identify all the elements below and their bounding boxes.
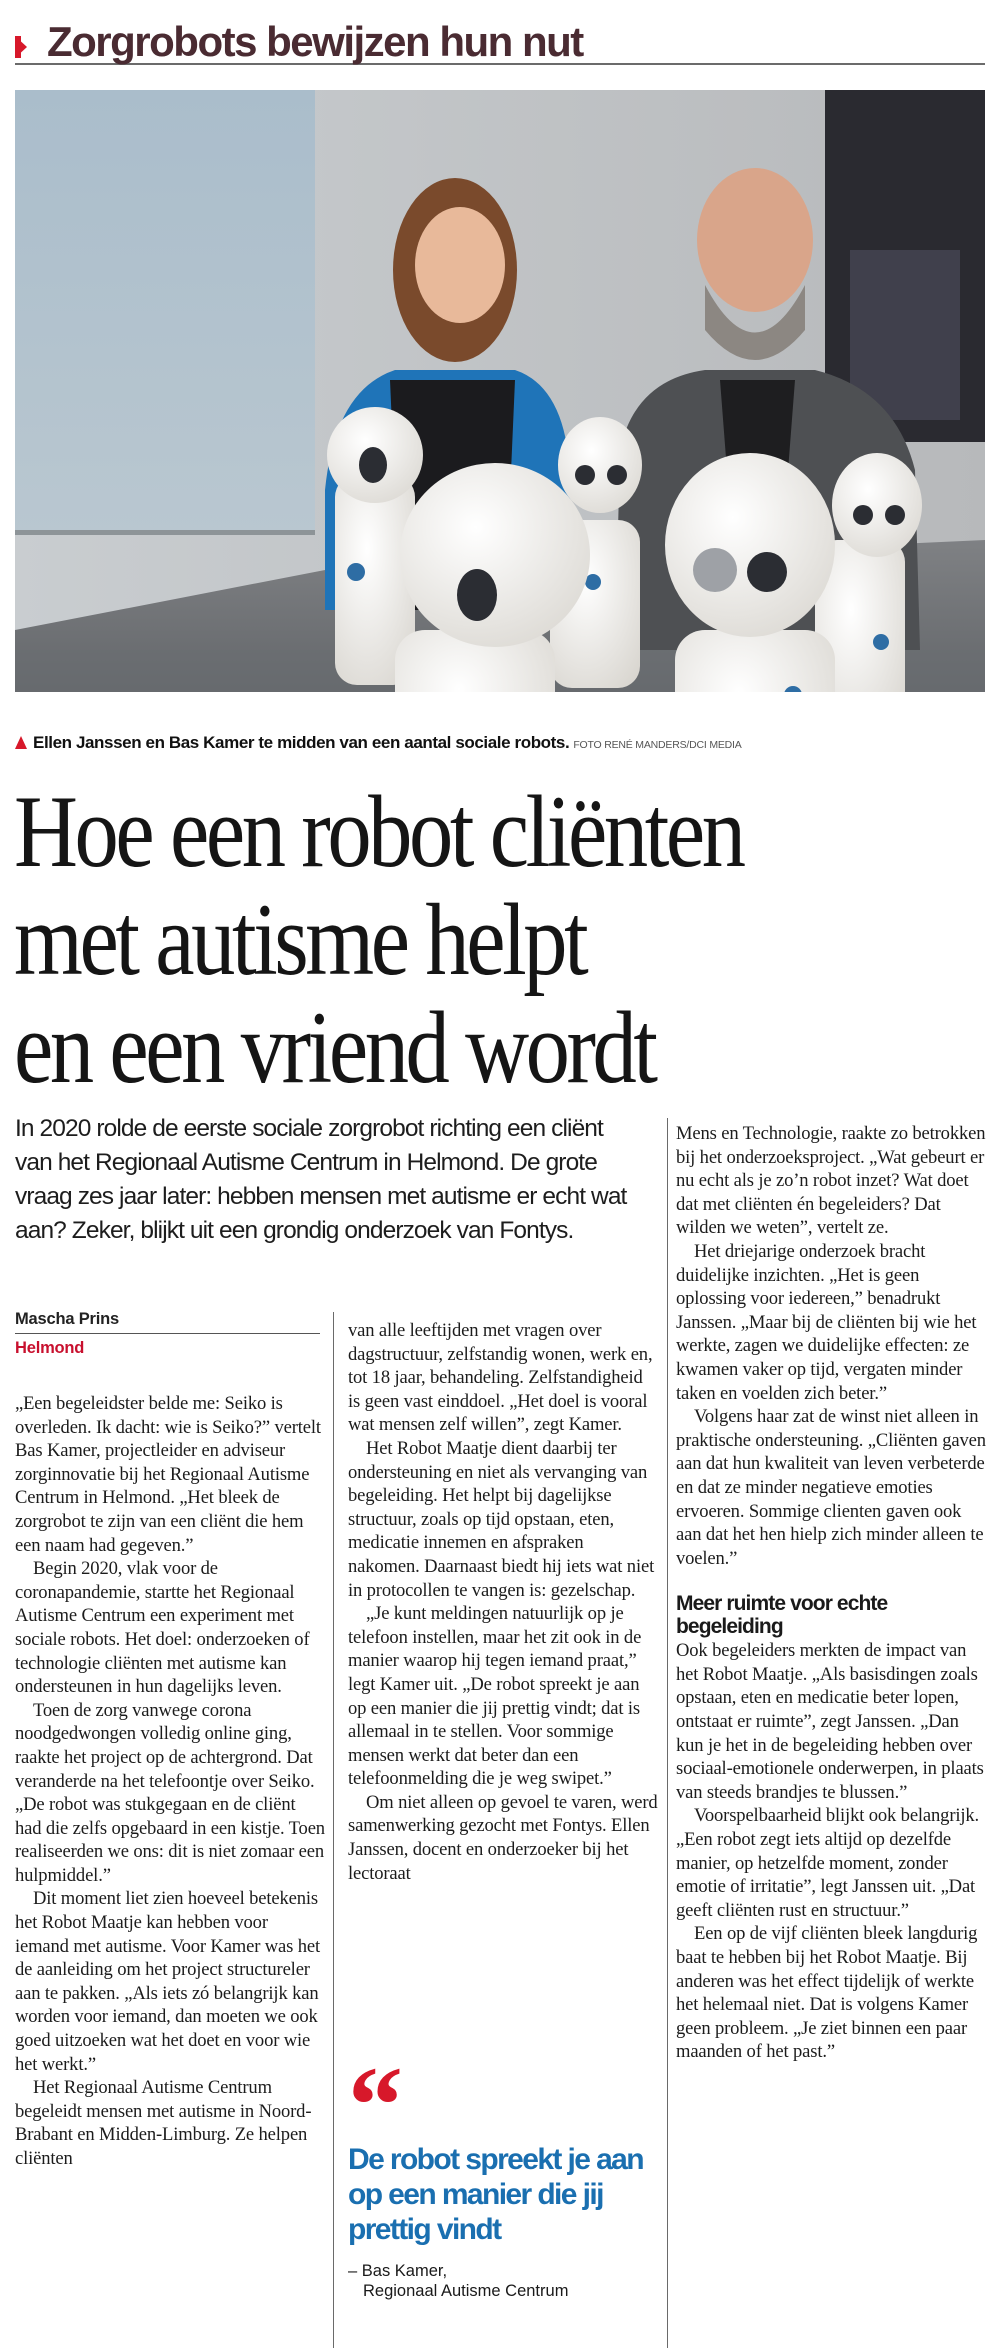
body-paragraph: van alle leeftijden met vragen over dagstructuur, zelfstandig wonen, werk en, tot 18 jaar, behandeling. Zelfstandigheid is geen vast einddoel. „Het doel is vooral wat mensen zelf willen”, zegt Kamer.	[348, 1320, 653, 1436]
photo-caption	[15, 733, 985, 759]
body-column-1	[15, 1392, 325, 2171]
pull-quote-organisation: Regionaal Autisme Centrum	[363, 2282, 569, 2300]
body-column-2	[348, 1319, 658, 1885]
headline-line: Hoe een robot cliënten	[14, 775, 743, 889]
body-paragraph: Mens en Technologie, raakte zo betrokken bij het onderzoeksproject. „Wat gebeurt er nu echt als je zo’n robot inzet? Wat doet dat met cliënten én begeleiders? Dat wilden we weten”, vertelt ze.	[676, 1123, 986, 1239]
robots-photo-illustration	[15, 90, 985, 692]
quote-mark-icon: “	[348, 2044, 397, 2166]
body-paragraph: Begin 2020, vlak voor de coronapandemie, startte het Regionaal Autisme Centrum een experiment met sociale robots. Het doel: onderzoeken of technologie cliënten met autisme kan ondersteunen in hun dagelijks leven.	[15, 1558, 310, 1698]
byline	[15, 1310, 320, 1358]
body-paragraph: Volgens haar zat de winst niet alleen in praktische ondersteuning. „Cliënten gaven aan dat hun kwaliteit van leven verbeterde en dat ze minder negatieve emoties ervoeren. Sommige clienten gaven ook aan dat het hen hielp zich minder alleen te voelen.”	[676, 1406, 986, 1569]
byline-author: Mascha Prins	[15, 1310, 320, 1334]
body-paragraph: Het Robot Maatje dient daarbij ter ondersteuning en niet als vervanging van begeleiding. Het helpt bij dagelijkse structuur, zoals op tijd opstaan, eten, medicatie innemen en afspraken nakomen. Daarnaast biedt hij iets wat niet in protocollen te vangen is: gezelschap.	[348, 1437, 655, 1601]
body-paragraph: „Je kunt meldingen natuurlijk op je telefoon instellen, maar het zit ook in de manier waarop hij tegen iemand praat,” legt Kamer uit. „De robot spreekt je aan op een manier die jij prettig vindt; dat is allemaal in te stellen. Voor sommige mensen werkt dat beter dan een telefoonmelding die je weg swipet.”	[348, 1603, 642, 1790]
headline-line: met autisme helpt	[14, 883, 586, 997]
body-paragraph: Voorspelbaarheid blijkt ook belangrijk. „Een robot zegt iets altijd op dezelfde manier, op hetzelfde moment, zonder emotie of irritatie”, legt Janssen uit. „Dat geeft cliënten rust en structuur.”	[676, 1805, 980, 1921]
article-photo	[15, 90, 985, 692]
caption-triangle-icon	[15, 736, 27, 749]
body-paragraph: Om niet alleen op gevoel te varen, werd samenwerking gezocht met Fontys. Ellen Janssen, docent en onderzoeker bij het lectoraat	[348, 1791, 658, 1884]
pull-quote	[348, 2044, 648, 2301]
body-paragraph: „Een begeleidster belde me: Seiko is overleden. Ik dacht: wie is Seiko?” vertelt Bas Kamer, projectleider en adviseur zorginnovatie bij het Regionaal Autisme Centrum in Helmond. „Het bleek de zorgrobot te zijn van een cliënt die hem een naam had gegeven.”	[15, 1393, 321, 1556]
body-paragraph: Het driejarige onderzoek bracht duidelijke inzichten. „Het is geen oplossing voor iedereen,” benadrukt Janssen. „Maar bij de cliënten bij wie het werkte, zagen we duidelijke effecten: ze kwamen vaker op tijd, vergaten minder taken en voelden zich beter.”	[676, 1240, 977, 1404]
headline-line: en een vriend wordt	[14, 991, 655, 1105]
body-paragraph: Toen de zorg vanwege corona noodgedwongen volledig online ging, raakte het project op de achtergrond. Dat veranderde na het telefoontje over Seiko. „De robot was stukgegaan en de cliënt had die zelfs opgebaard in een kistje. Toen realiseerden we ons: dit is niet zomaar een hulpmiddel.”	[15, 1699, 325, 1886]
pull-quote-text: De robot spreekt je aan op een manier die jij prettig vindt	[348, 2143, 643, 2246]
byline-dateline: Helmond	[15, 1339, 85, 1357]
column-divider	[333, 1312, 334, 2348]
column-divider	[667, 1118, 668, 2348]
caption-text: Ellen Janssen en Bas Kamer te midden van een aantal sociale robots.	[33, 733, 570, 752]
section-kicker	[15, 8, 985, 65]
body-paragraph: Dit moment liet zien hoeveel betekenis het Robot Maatje kan hebben voor iemand met autisme. Voor Kamer was het de aanleiding om het project structureler aan te pakken. „Als iets zó belangrijk kan worden voor iemand, dan moeten we ook goed uitzoeken wat het doet en voor wie het werkt.”	[15, 1888, 320, 2075]
headline	[14, 775, 857, 1105]
lead-paragraph: In 2020 rolde de eerste sociale zorgrobot richting een cliënt van het Regionaal Autisme Centrum in Helmond. De grote vraag zes jaar later: hebben mensen met autisme er echt wat aan? Zeker, blijkt uit een grondig onderzoek van Fontys.	[15, 1115, 627, 1244]
body-column-3	[676, 1122, 986, 2064]
subheading: Meer ruimte voor echte begeleiding	[676, 1592, 888, 1639]
pull-quote-name: – Bas Kamer,	[348, 2262, 448, 2280]
body-paragraph: Ook begeleiders merkten de impact van het Robot Maatje. „Als basisdingen zoals opstaan, eten en medicatie beter lopen, ontstaat er ruimte”, zegt Janssen. „Dan kun je het in de begeleiding hebben over sociaal-emotionele onderwerpen, in plaats van steeds brandjes te blussen.”	[676, 1640, 984, 1803]
kicker-label: Zorgrobots bewijzen hun nut	[47, 18, 583, 65]
body-paragraph: Het Regionaal Autisme Centrum begeleidt mensen met autisme in Noord-Brabant en Midden-Limburg. Ze helpen cliënten	[15, 2077, 312, 2169]
pull-quote-attribution	[348, 2261, 648, 2301]
kicker-marker-icon	[15, 36, 27, 58]
photo-credit: FOTO RENÉ MANDERS/DCI MEDIA	[573, 739, 742, 751]
body-paragraph: Een op de vijf cliënten bleek langdurig baat te hebben bij het Robot Maatje. Bij anderen was het effect tijdelijk of werkte het helemaal niet. Dat is volgens Kamer geen probleem. „Je ziet binnen een paar maanden of het past.”	[676, 1923, 978, 2063]
